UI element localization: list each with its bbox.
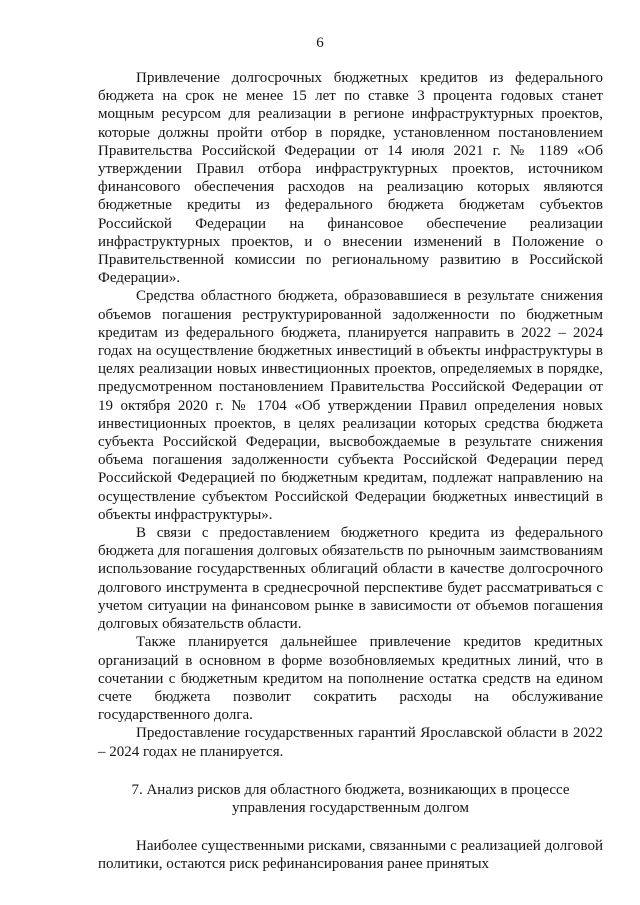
section-heading-line-1: 7. Анализ рисков для областного бюджета, возникающих в процессе — [131, 781, 570, 798]
section-heading — [98, 781, 603, 817]
paragraph-budget-funds: Средства областного бюджета, образовавшиеся в результате снижения объемов погашения реструктурированной задолженности по бюджетным кредитам из федерального бюджета, планируется направить в 2022 – 2024 годах на осуществление бюджетных инвестиций в объекты инфраструктуры в целях реализации новых инвестиционных проектов, определяемых в порядке, предусмотренном постановлением Правительства Российской Федерации от 19 октября 2020 г. № 1704 «Об утверждении Правил определения новых инвестиционных проектов, в целях реализации которых средства бюджета субъекта Российской Федерации, высвобождаемые в результате снижения объема погашения задолженности субъекта Российской Федерации перед Российской Федерацией по бюджетным кредитам, подлежат направлению на осуществление субъектом Российской Федерации бюджетных инвестиций в объекты инфраструктуры». — [98, 288, 603, 523]
paragraph-long-term-credits: Привлечение долгосрочных бюджетных кредитов из федерального бюджета на срок не менее 15 лет по ставке 3 процента годовых станет мощным ресурсом для реализации в регионе инфраструктурных проектов, которые должны пройти отбор в порядке, установленном постановлением Правительства Российской Федерации от 14 июля 2021 г. № 1189 «Об утверждении Правил отбора инфраструктурных проектов, источником финансового обеспечения расходов на реализацию которых являются бюджетные кредиты из федерального бюджета бюджетам субъектов Российской Федерации на финансовое обеспечение реализации инфраструктурных проектов, и о внесении изменений в Положение о Правительственной комиссии по региональному развитию в Российской Федерации». — [98, 70, 603, 287]
page-number: 6 — [316, 35, 324, 51]
paragraph-bonds: В связи с предоставлением бюджетного кредита из федерального бюджета для погашения долговых обязательств по рыночным заимствованиям использование государственных облигаций области в качестве долгосрочного долгового инструмента в среднесрочной перспективе будет рассматриваться с учетом ситуации на финансовом рынке в зависимости от объемов погашения долговых обязательств области. — [98, 525, 603, 633]
paragraph-guarantees: Предоставление государственных гарантий Ярославской области в 2022 – 2024 годах не планируется. — [98, 725, 603, 760]
section-heading-line-2: управления государственным долгом — [231, 799, 470, 816]
document-body — [98, 69, 603, 874]
paragraph-risks: Наиболее существенными рисками, связанными с реализацией долговой политики, остаются риск рефинансирования ранее принятых — [98, 838, 603, 873]
paragraph-bank-credits: Также планируется дальнейшее привлечение кредитов кредитных организаций в основном в форме возобновляемых кредитных линий, что в сочетании с бюджетным кредитом на пополнение остатка средств на едином счете бюджета позволит сократить расходы на обслуживание государственного долга. — [98, 634, 603, 724]
